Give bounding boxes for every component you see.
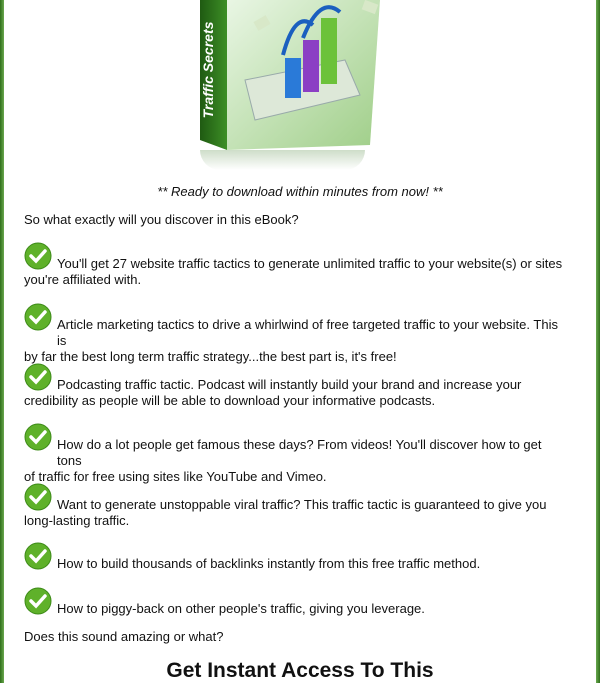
list-item	[24, 587, 564, 617]
bullet-text-cont: long-lasting traffic.	[24, 513, 130, 528]
closing-question: Does this sound amazing or what?	[24, 629, 224, 644]
checkmark-icon	[24, 303, 52, 331]
list-item	[24, 542, 564, 572]
checkmark-icon	[24, 363, 52, 391]
bullet-text: You'll get 27 website traffic tactics to generate unlimited traffic to your website(s) or sites	[57, 256, 563, 271]
page-border-left	[0, 0, 4, 683]
bullet-text-cont: credibility as people will be able to download your informative podcasts.	[24, 393, 436, 408]
bullet-text: How do a lot people get famous these days? From videos! You'll discover how to get tons	[57, 437, 542, 468]
ready-to-download-text: ** Ready to download within minutes from now! **	[157, 184, 443, 199]
bullet-text: How to piggy-back on other people's traffic, giving you leverage.	[57, 601, 425, 616]
checkmark-icon	[24, 423, 52, 451]
bullet-text-cont: by far the best long term traffic strategy...the best part is, it's free!	[24, 349, 397, 364]
list-item	[24, 363, 564, 409]
bullet-text: Article marketing tactics to drive a whirlwind of free targeted traffic to your website. This is	[57, 317, 558, 348]
list-item	[24, 242, 564, 288]
checkmark-icon	[24, 542, 52, 570]
checkmark-icon	[24, 483, 52, 511]
bullet-text-cont: of traffic for free using sites like YouTube and Vimeo.	[24, 469, 327, 484]
book-spine-title: Traffic Secrets	[200, 21, 216, 119]
cta-heading: Get Instant Access To This	[166, 659, 434, 682]
bullet-text: Want to generate unstoppable viral traffic? This traffic tactic is guaranteed to give you	[57, 497, 547, 512]
checkmark-icon	[24, 242, 52, 270]
bullet-text: Podcasting traffic tactic. Podcast will instantly build your brand and increase your	[57, 377, 522, 392]
bullet-text: How to build thousands of backlinks instantly from this free traffic method.	[57, 556, 481, 571]
cover-reflection	[200, 150, 365, 170]
list-item	[24, 303, 564, 365]
list-item	[24, 483, 564, 529]
intro-question: So what exactly will you discover in this eBook?	[24, 212, 299, 227]
checkmark-icon	[24, 587, 52, 615]
page-border-right	[596, 0, 600, 683]
bullet-text-cont: you're affiliated with.	[24, 272, 142, 287]
ebook-cover-image	[195, 0, 385, 170]
list-item	[24, 423, 564, 485]
